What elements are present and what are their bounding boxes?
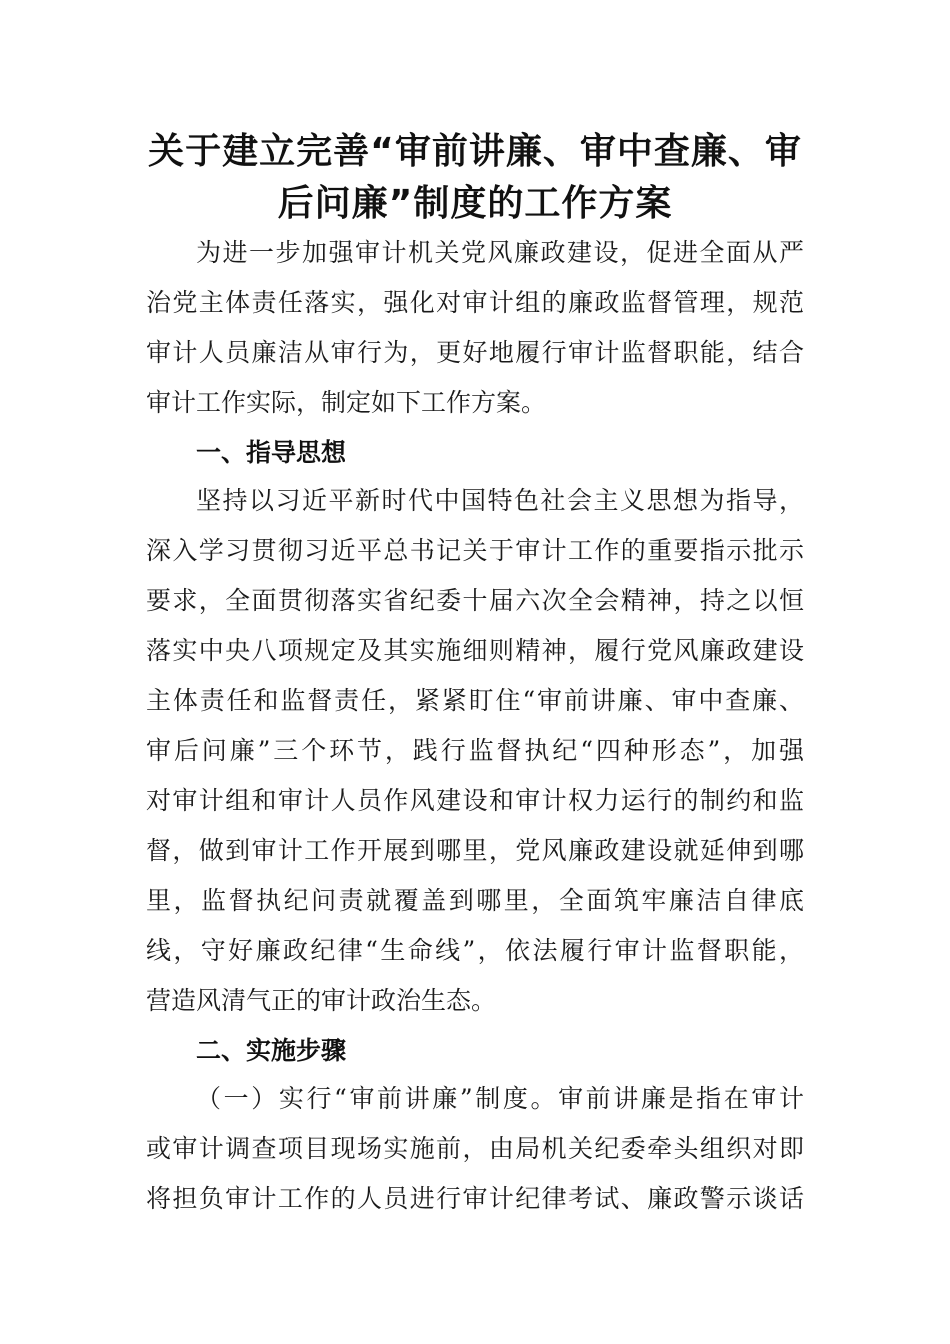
- section2-paragraph-line: （一）实行“审前讲廉”制度。审前讲廉是指在审计: [196, 1084, 804, 1113]
- section1-paragraph-line: 督，做到审计工作开展到哪里，党风廉政建设就延伸到哪: [146, 836, 804, 865]
- section1-paragraph-line: 坚持以习近平新时代中国特色社会主义思想为指导，: [196, 486, 804, 515]
- document-title-line-2: 后问廉”制度的工作方案: [277, 183, 673, 224]
- section1-paragraph-line: 要求，全面贯彻落实省纪委十届六次全会精神，持之以恒: [146, 586, 804, 615]
- intro-paragraph-line: 审计工作实际，制定如下工作方案。: [146, 388, 547, 417]
- section1-paragraph-line: 营造风清气正的审计政治生态。: [146, 986, 497, 1015]
- section1-paragraph-line: 对审计组和审计人员作风建设和审计权力运行的制约和监: [146, 786, 804, 815]
- section-heading-implementation-steps: 二、实施步骤: [196, 1036, 347, 1065]
- section2-paragraph-line: 或审计调查项目现场实施前，由局机关纪委牵头组织对即: [146, 1134, 804, 1163]
- section1-paragraph-line: 深入学习贯彻习近平总书记关于审计工作的重要指示批示: [146, 536, 804, 565]
- intro-paragraph-line: 为进一步加强审计机关党风廉政建设，促进全面从严: [196, 238, 804, 267]
- section1-paragraph-line: 审后问廉”三个环节，践行监督执纪“四种形态”，加强: [146, 736, 804, 765]
- section1-paragraph-line: 主体责任和监督责任，紧紧盯住“审前讲廉、审中查廉、: [146, 686, 804, 715]
- section2-paragraph-line: 将担负审计工作的人员进行审计纪律考试、廉政警示谈话: [146, 1184, 804, 1213]
- intro-paragraph-line: 治党主体责任落实，强化对审计组的廉政监督管理，规范: [146, 288, 804, 317]
- document-title-line-1: 关于建立完善“审前讲廉、审中查廉、审: [148, 131, 802, 172]
- section1-paragraph-line: 里，监督执纪问责就覆盖到哪里，全面筑牢廉洁自律底: [146, 886, 804, 915]
- section-heading-guiding-thought: 一、指导思想: [196, 438, 347, 467]
- intro-paragraph-line: 审计人员廉洁从审行为，更好地履行审计监督职能，结合: [146, 338, 804, 367]
- section1-paragraph-line: 落实中央八项规定及其实施细则精神，履行党风廉政建设: [146, 636, 804, 665]
- section1-paragraph-line: 线，守好廉政纪律“生命线”，依法履行审计监督职能，: [146, 936, 804, 965]
